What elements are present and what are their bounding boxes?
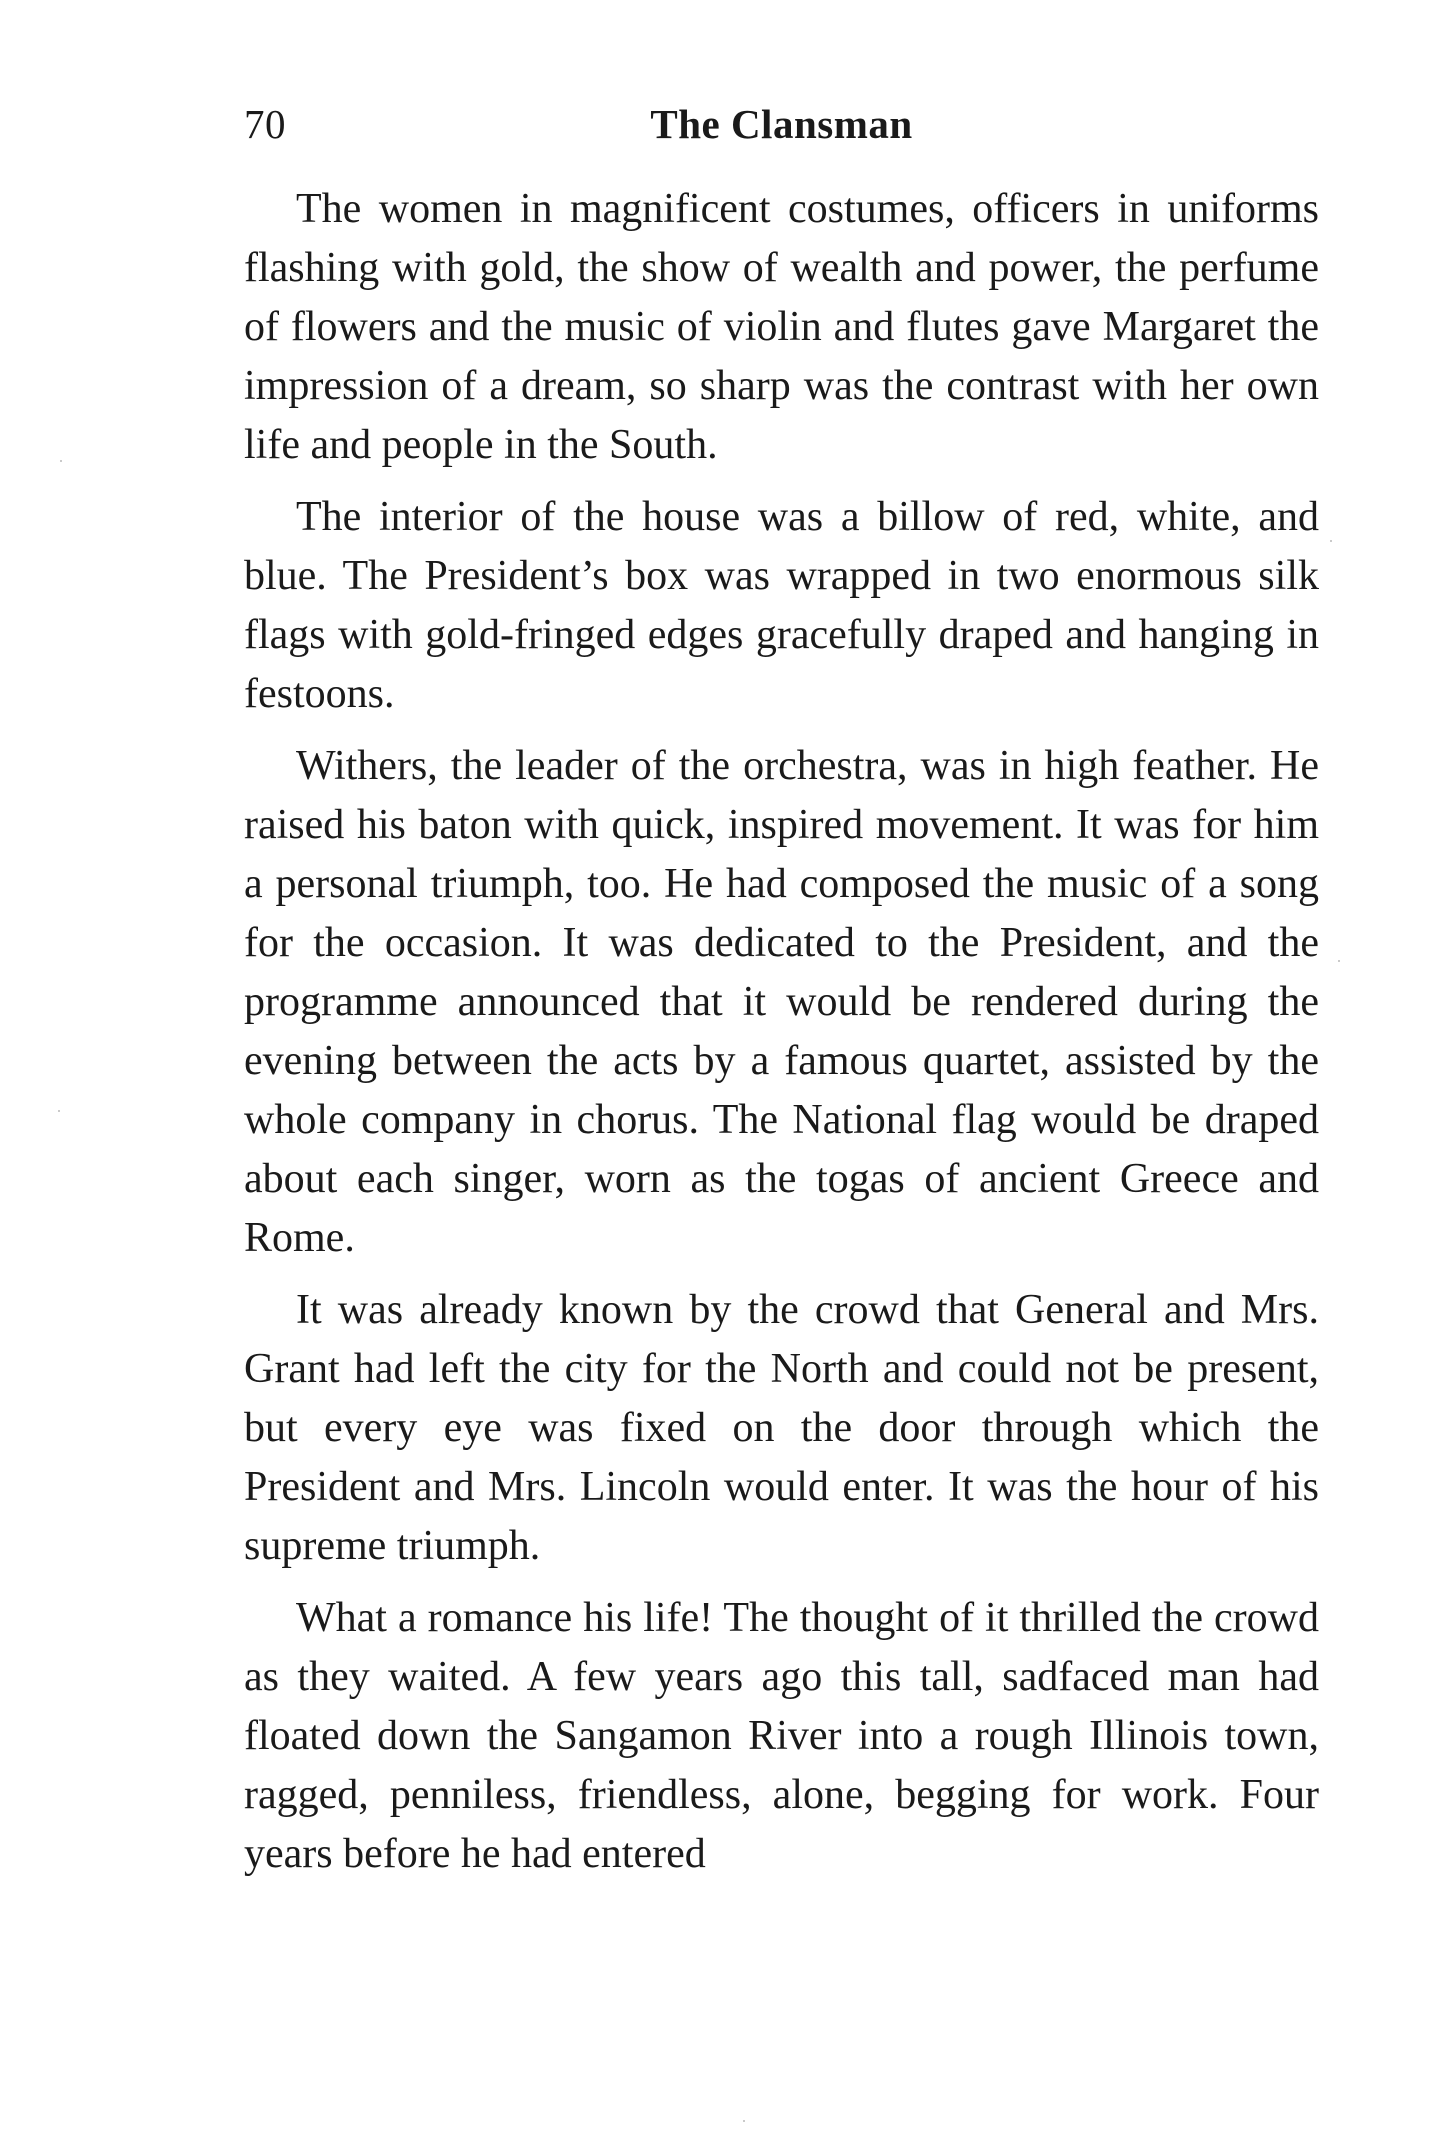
page-number: 70 xyxy=(244,101,286,147)
scan-speck xyxy=(1330,540,1332,542)
scan-speck xyxy=(60,460,62,462)
body-text xyxy=(244,180,1319,1884)
scan-speck xyxy=(743,2120,745,2122)
paragraph-4: It was already known by the crowd that General and Mrs. Grant had left the city for the North and could not be present, but every eye was fixed on the door through which the President and Mrs. Lincoln would enter. It was the hour of his supreme triumph. xyxy=(244,1287,1319,1569)
paragraph-1: The women in magnificent costumes, officers in uniforms flashing with gold, the show of wealth and power, the perfume of flowers and the music of violin and flutes gave Margaret the impression of a dream, so sharp was the contrast with her own life and people in the South. xyxy=(244,186,1319,468)
paragraph-3: Withers, the leader of the orchestra, was in high feather. He raised his baton with quick, inspired movement. It was for him a personal triumph, too. He had composed the music of a song for the occasion. It was dedicated to the President, and the programme announced that it would be rendered during the evening between the acts by a famous quartet, assisted by the whole company in chorus. The National flag would be draped about each singer, worn as the togas of ancient Greece and Rome. xyxy=(244,743,1319,1261)
paragraph-2: The interior of the house was a billow of red, white, and blue. The President’s box was wrapped in two enormous silk flags with gold-fringed edges gracefully draped and hanging in festoons. xyxy=(244,494,1319,717)
page-header xyxy=(244,100,1319,160)
scan-speck xyxy=(58,1110,60,1112)
paragraph-5: What a romance his life! The thought of it thrilled the crowd as they waited. A few years ago this tall, sadfaced man had floated down the Sangamon River into a rough Illinois town, ragged, penniless, friendless, alone, begging for work. Four years before he had entered xyxy=(244,1595,1319,1877)
scan-speck xyxy=(1338,960,1340,962)
running-title: The Clansman xyxy=(650,101,913,147)
